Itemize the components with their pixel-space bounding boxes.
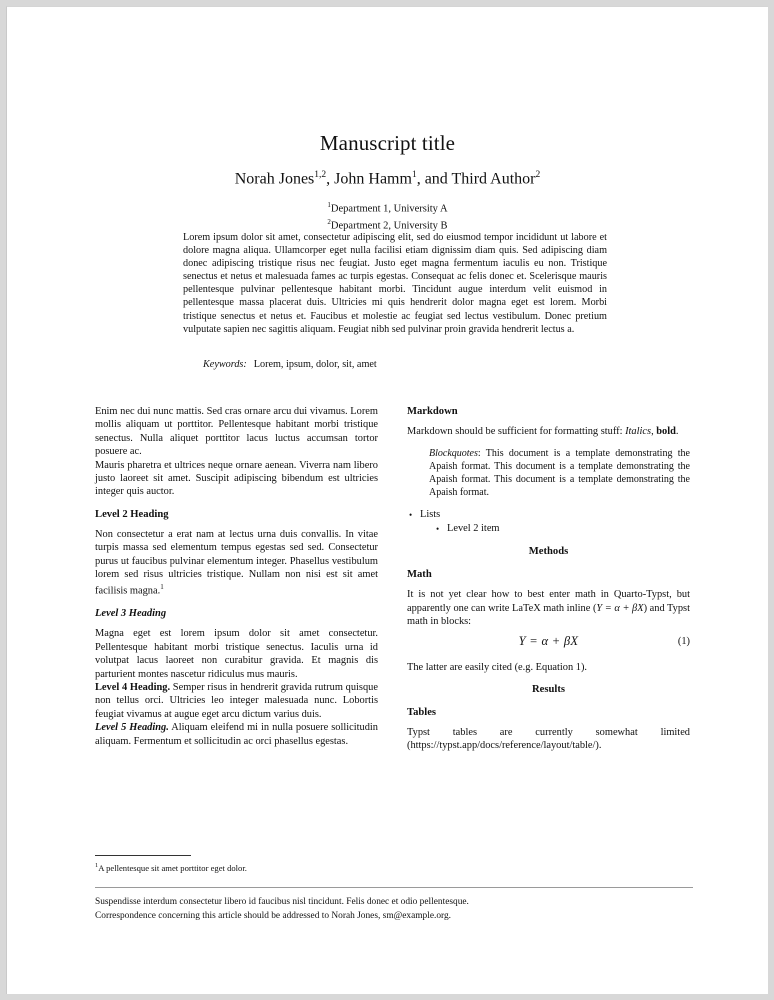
author-2-name: John Hamm	[334, 170, 412, 188]
left-column	[95, 405, 378, 748]
math-paragraph-1-end: ) and Typst math in blocks:	[407, 602, 690, 628]
spacer	[407, 499, 690, 508]
correspondence-line-2: Correspondence concerning this article should be addressed to Norah Jones, sm@example.org.	[95, 911, 452, 921]
affiliations-block	[7, 199, 768, 233]
right-column	[407, 405, 690, 753]
left-paragraph-5	[95, 681, 378, 721]
footnote-1-mark: 1	[95, 862, 99, 869]
author-3-name: Third Author	[451, 170, 536, 188]
list-item	[434, 522, 690, 536]
spacer	[407, 438, 690, 447]
keywords-label: Keywords:	[203, 359, 247, 370]
tables-paragraph: Typst tables are currently somewhat limited (https://typst.app/docs/reference/layout/table/).	[407, 727, 690, 752]
spacer	[407, 697, 690, 706]
list-item-label: Level 2 item	[447, 523, 500, 535]
left-paragraph-6	[95, 721, 378, 748]
affiliation-2-text: Department 2, University B	[330, 220, 448, 232]
markdown-italics-sample: Italics	[625, 426, 652, 437]
heading-level-4: Level 4 Heading.	[95, 681, 171, 693]
markdown-bold-sample: bold	[656, 426, 676, 437]
keywords-line	[203, 359, 607, 370]
spacer	[95, 598, 378, 607]
display-equation	[407, 629, 690, 655]
correspondence-line-1: Suspendisse interdum consectetur libero id faucibus nisl tincidunt. Felis donec et odio pellentesque.	[95, 897, 469, 907]
heading-level-3: Level 3 Heading	[95, 608, 167, 620]
inline-math: Y = α + βX	[596, 602, 644, 614]
math-paragraph-1-text: It is not yet clear how to best enter math in Quarto-Typst, but apparently one can write LaTeX math inline (	[407, 589, 690, 614]
blockquote-label: Blockquotes	[429, 448, 478, 460]
bullet-sublist	[434, 522, 690, 536]
math-paragraph-2: The latter are easily cited (e.g. Equation 1).	[407, 661, 588, 673]
footnote-separator-rule	[95, 855, 191, 856]
heading-methods: Methods	[528, 546, 569, 558]
left-paragraph-3-text: Non consectetur a erat nam at lectus urna duis convallis. In vitae turpis massa sed elementum tempus egestas sed sed. Consectetur purus ut faucibus pulvinar elementum integer. Phasellus vestibulum lorem sed risus ultricies tristique. Nullam non nisi est sit amet facilisis magna.	[95, 528, 378, 597]
math-paragraph-1	[407, 588, 690, 628]
affiliation-1	[7, 199, 768, 216]
author-separator-1: ,	[326, 170, 335, 188]
author-3-affil-marks: 2	[535, 170, 541, 180]
heading-markdown: Markdown	[407, 406, 458, 417]
author-separator-2: , and	[416, 170, 452, 188]
list-item	[407, 508, 690, 536]
spacer	[95, 499, 378, 508]
markdown-separator: ,	[651, 426, 657, 437]
abstract-text: Lorem ipsum dolor sit amet, consectetur adipiscing elit, sed do eiusmod tempor incididunt ut labore et dolore magna aliqua. Ullamcorper eget nulla facilisi etiam dignissim diam quis. Sed adipiscing diam donec adipiscing tristique risus nec feugiat. Justo eget magna fermentum iaculis eu non. Tristique senectus et netus et malesuada fames ac turpis egestas. Consequat ac felis donec et. Scelerisque mauris pellentesque pulvinar pellentesque habitant morbi. Tincidunt augue interdum velit euismod in pellentesque massa placerat duis. Ultricies mi quis hendrerit dolor magna eget est lorem. Morbi tristique senectus et netus et. Faucibus et molestie ac feugiat sed lectus vestibulum. Donec pretium vulputate sapien nec sagittis aliquam. Feugiat nibh sed pulvinar proin gravida hendrerit lectus a.	[183, 232, 607, 335]
affiliation-2-mark: 2	[327, 218, 331, 226]
bullet-list	[407, 508, 690, 536]
page-sheet	[7, 7, 768, 994]
footer-separator-rule	[95, 887, 693, 888]
heading-level-2: Level 2 Heading	[95, 508, 169, 520]
document-page	[6, 6, 768, 994]
markdown-lead-text: Markdown should be sufficient for formatting stuff:	[407, 426, 626, 437]
blockquote-text: : This document is a template demonstrating the Apaish format. This document is a template demonstrating the Apaish format. This document is a template demonstrating the Apaish format.	[429, 448, 690, 499]
heading-math: Math	[407, 569, 432, 581]
keywords-value: Lorem, ipsum, dolor, sit, amet	[253, 359, 377, 370]
footnote-ref-1[interactable]: 1	[160, 583, 164, 592]
list-item-label: Lists	[420, 509, 441, 521]
heading-tables: Tables	[407, 707, 437, 719]
affiliation-1-text: Department 1, University A	[330, 203, 448, 215]
footnote-1-text: A pellentesque sit amet porttitor eget dolor.	[98, 862, 247, 873]
page-title: Manuscript title	[319, 131, 456, 155]
spacer	[407, 559, 690, 568]
author-1-affil-marks: 1,2	[314, 170, 327, 180]
left-paragraph-4: Magna eget est lorem ipsum dolor sit amet consectetur. Pellentesque habitant morbi tristique senectus. Iaculis urna id volutpat lacus laoreet non curabitur gravida. Et magnis dis parturient montes nascetur ridiculus mus mauris.	[95, 628, 378, 680]
left-paragraph-5-text: Semper risus in hendrerit gravida rutrum quisque non tellus orci. Ultricies leo integer malesuada nunc. Lobortis feugiat vivamus at augue eget arcu dictum varius duis.	[95, 681, 378, 720]
markdown-period: .	[675, 426, 679, 437]
equation-body: Y = α + βX	[518, 633, 579, 648]
left-paragraph-6-text: Aliquam eleifend mi in nulla posuere sollicitudin aliquam. Fermentum et sollicitudin ac orci phasellus egestas.	[95, 722, 378, 747]
footnote-1	[95, 860, 385, 874]
spacer	[407, 674, 690, 683]
equation-number: (1)	[677, 635, 690, 647]
author-1-name: Norah Jones	[234, 170, 315, 188]
author-line	[7, 170, 768, 188]
blockquote	[429, 447, 690, 499]
affiliation-1-mark: 1	[327, 201, 331, 209]
left-paragraph-3	[95, 528, 378, 599]
heading-level-5: Level 5 Heading.	[95, 722, 169, 734]
heading-results: Results	[532, 684, 565, 696]
spacer	[407, 536, 690, 545]
correspondence-block	[95, 895, 693, 923]
author-2-affil-marks: 1	[411, 170, 417, 180]
left-paragraph-1: Enim nec dui nunc mattis. Sed cras ornare arcu dui vivamus. Lorem mollis aliquam ut porttitor. Pellentesque habitant morbi tristique senectus. Nulla aliquet porttitor lacus luctus accumsan tortor posuere ac.	[95, 406, 378, 458]
left-paragraph-2: Mauris pharetra et ultrices neque ornare aenean. Viverra nam libero justo laoreet sit amet. Suscipit adipiscing bibendum est ultricies integer quis auctor.	[95, 459, 378, 498]
markdown-paragraph	[407, 425, 690, 438]
